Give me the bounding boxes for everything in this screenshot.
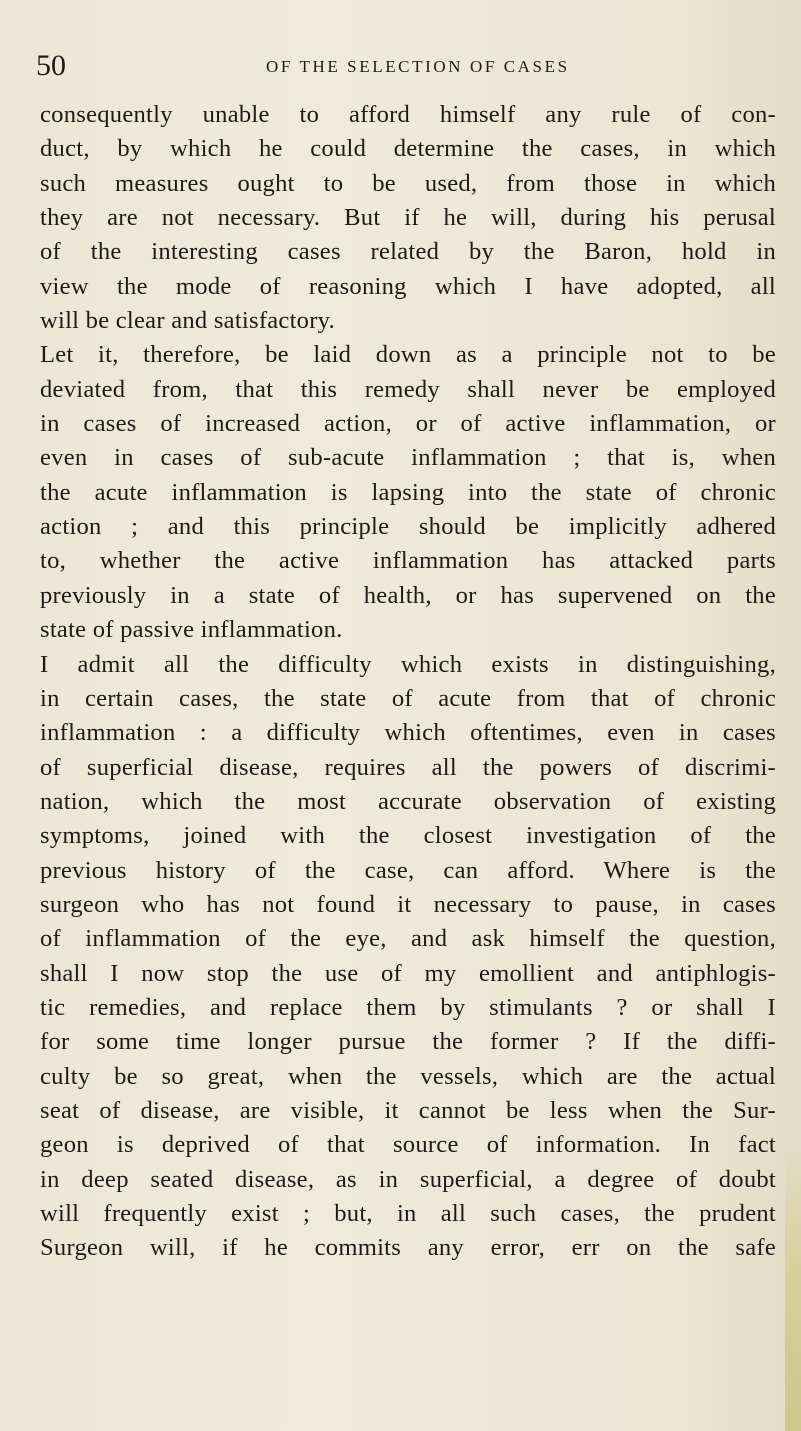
text-line: seat of disease, are visible, it cannot be less when the Sur- [40, 1096, 776, 1124]
paragraph-end-line: state of passive inflammation. [40, 616, 343, 644]
text-line: culty be so great, when the vessels, which are the actual [40, 1062, 776, 1090]
text-line: in deep seated disease, as in superficial, a degree of doubt [40, 1165, 776, 1193]
text-line: of inflammation of the eye, and ask himself the question, [40, 925, 776, 953]
body-text [40, 98, 776, 1266]
text-line: in cases of increased action, or of active inflammation, or [40, 410, 776, 438]
text-line: geon is deprived of that source of information. In fact [40, 1131, 776, 1159]
text-line: the acute inflammation is lapsing into the state of chronic [40, 478, 776, 506]
running-title: OF THE SELECTION OF CASES [266, 57, 570, 76]
text-line: even in cases of sub-acute inflammation ; that is, when [40, 444, 776, 472]
text-line: deviated from, that this remedy shall never be employed [40, 375, 776, 403]
text-line: for some time longer pursue the former ? If the diffi- [40, 1028, 776, 1056]
text-line: they are not necessary. But if he will, during his perusal [40, 204, 776, 232]
text-line: consequently unable to afford himself any rule of con- [40, 101, 776, 128]
page-number: 50 [36, 49, 66, 82]
text-line: previously in a state of health, or has supervened on the [40, 581, 776, 609]
text-line: such measures ought to be used, from those in which [40, 169, 776, 197]
text-line: view the mode of reasoning which I have adopted, all [40, 272, 776, 300]
text-line: shall I now stop the use of my emollient and antiphlogis- [40, 959, 776, 987]
text-line: inflammation : a difficulty which oftentimes, even in cases [40, 719, 776, 747]
text-line: action ; and this principle should be implicitly adhered [40, 513, 776, 541]
text-line: Surgeon will, if he commits any error, err on the safe [40, 1234, 776, 1262]
text-line: I admit all the difficulty which exists in distinguishing, [40, 650, 776, 678]
text-line: of the interesting cases related by the Baron, hold in [40, 238, 776, 266]
text-line: symptoms, joined with the closest investigation of the [40, 822, 776, 850]
text-line: duct, by which he could determine the cases, in which [40, 135, 776, 163]
text-line: surgeon who has not found it necessary to pause, in cases [40, 890, 776, 918]
text-line: nation, which the most accurate observation of existing [40, 787, 776, 815]
text-line: to, whether the active inflammation has attacked parts [40, 547, 776, 575]
text-line: Let it, therefore, be laid down as a principle not to be [40, 341, 776, 369]
text-line: of superficial disease, requires all the powers of discrimi- [40, 753, 776, 781]
text-line: tic remedies, and replace them by stimulants ? or shall I [40, 993, 776, 1021]
text-line: in certain cases, the state of acute from that of chronic [40, 684, 776, 712]
text-line: previous history of the case, can afford. Where is the [40, 856, 776, 884]
page-header [36, 46, 776, 86]
text-line: will frequently exist ; but, in all such cases, the prudent [40, 1200, 776, 1227]
paragraph-end-line: will be clear and satisfactory. [40, 307, 336, 335]
page-edge-stain [785, 1150, 801, 1431]
